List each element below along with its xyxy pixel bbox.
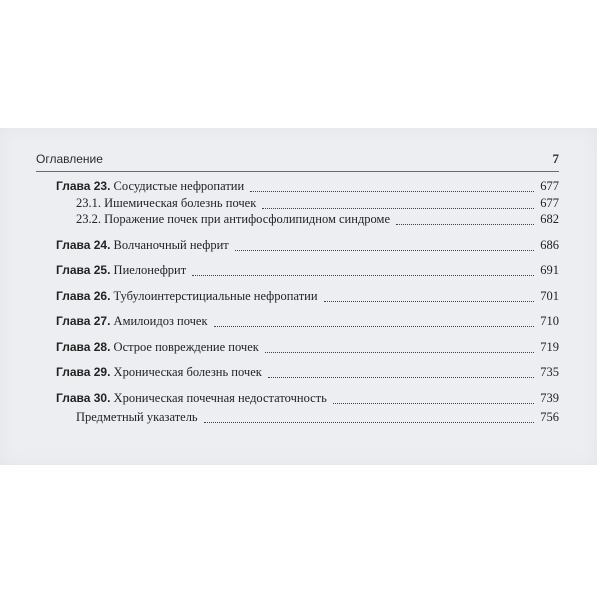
toc-page-number: 735 bbox=[540, 365, 559, 379]
toc-entry-title bbox=[56, 338, 259, 356]
toc-chapter-number: Глава 28. bbox=[56, 340, 111, 354]
running-header-page-number: 7 bbox=[552, 151, 559, 166]
toc-page-number: 677 bbox=[540, 196, 559, 210]
toc-dot-leader bbox=[235, 232, 534, 251]
toc-entry bbox=[0, 210, 597, 228]
running-header-title: Оглавление bbox=[36, 152, 103, 166]
toc-dot-leader bbox=[192, 257, 534, 276]
toc-entry-text: Амилоидоз почек bbox=[113, 314, 208, 328]
toc-page-number: 691 bbox=[540, 263, 559, 277]
toc-entry-text: Хроническая почечная недостаточность bbox=[113, 391, 327, 405]
toc-chapter-number: Глава 30. bbox=[56, 391, 111, 405]
toc-entry-title bbox=[76, 408, 198, 426]
toc-page-number: 710 bbox=[540, 314, 559, 328]
toc-entry bbox=[0, 287, 597, 305]
toc-chapter-number: Глава 26. bbox=[56, 289, 111, 303]
toc-page-number: 756 bbox=[540, 410, 559, 424]
toc-entry-text: Пиелонефрит bbox=[113, 263, 187, 277]
toc-entry bbox=[0, 312, 597, 330]
toc-chapter-number: Глава 23. bbox=[56, 179, 111, 193]
toc-entry-text: Тубулоинтерстициальные нефропатии bbox=[113, 289, 318, 303]
toc-entry-text: 23.2. Поражение почек при антифосфолипидном синдроме bbox=[76, 212, 391, 226]
toc-page-number: 701 bbox=[540, 289, 559, 303]
toc-dot-leader bbox=[214, 308, 534, 327]
toc-entry bbox=[0, 236, 597, 254]
toc-chapter-number: Глава 24. bbox=[56, 238, 111, 252]
toc-entry-text: Сосудистые нефропатии bbox=[113, 179, 245, 193]
toc-entry-title bbox=[56, 312, 208, 330]
toc-entry-title bbox=[56, 177, 244, 195]
toc-entry-title bbox=[56, 363, 262, 381]
toc-dot-leader bbox=[268, 359, 534, 378]
toc-entry-text: Острое повреждение почек bbox=[113, 340, 259, 354]
toc-entry-text: Хроническая болезнь почек bbox=[113, 365, 262, 379]
toc-page-number: 682 bbox=[540, 212, 559, 226]
toc-entry-text: 23.1. Ишемическая болезнь почек bbox=[76, 196, 257, 210]
toc-entry-title bbox=[56, 261, 186, 279]
toc-dot-leader bbox=[324, 283, 534, 302]
toc-chapter-number: Глава 27. bbox=[56, 314, 111, 328]
toc-dot-leader bbox=[204, 404, 534, 423]
toc-dot-leader bbox=[265, 334, 534, 353]
toc-entry-title bbox=[56, 287, 318, 305]
toc-page-number: 719 bbox=[540, 340, 559, 354]
toc-entry-text: Волчаночный нефрит bbox=[113, 238, 229, 252]
toc-dot-leader bbox=[396, 206, 534, 225]
toc-entry bbox=[0, 363, 597, 381]
toc-entry-title bbox=[56, 236, 229, 254]
toc-entry bbox=[0, 338, 597, 356]
toc-chapter-number: Глава 25. bbox=[56, 263, 111, 277]
toc-chapter-number: Глава 29. bbox=[56, 365, 111, 379]
toc-entry bbox=[0, 261, 597, 279]
toc-dot-leader bbox=[333, 385, 534, 404]
toc-entry-title bbox=[76, 210, 390, 228]
toc-page-number: 677 bbox=[540, 179, 559, 193]
toc-entry-text: Предметный указатель bbox=[76, 410, 198, 424]
toc-page-number: 739 bbox=[540, 391, 559, 405]
toc-page-number: 686 bbox=[540, 238, 559, 252]
toc-entry bbox=[0, 408, 597, 426]
